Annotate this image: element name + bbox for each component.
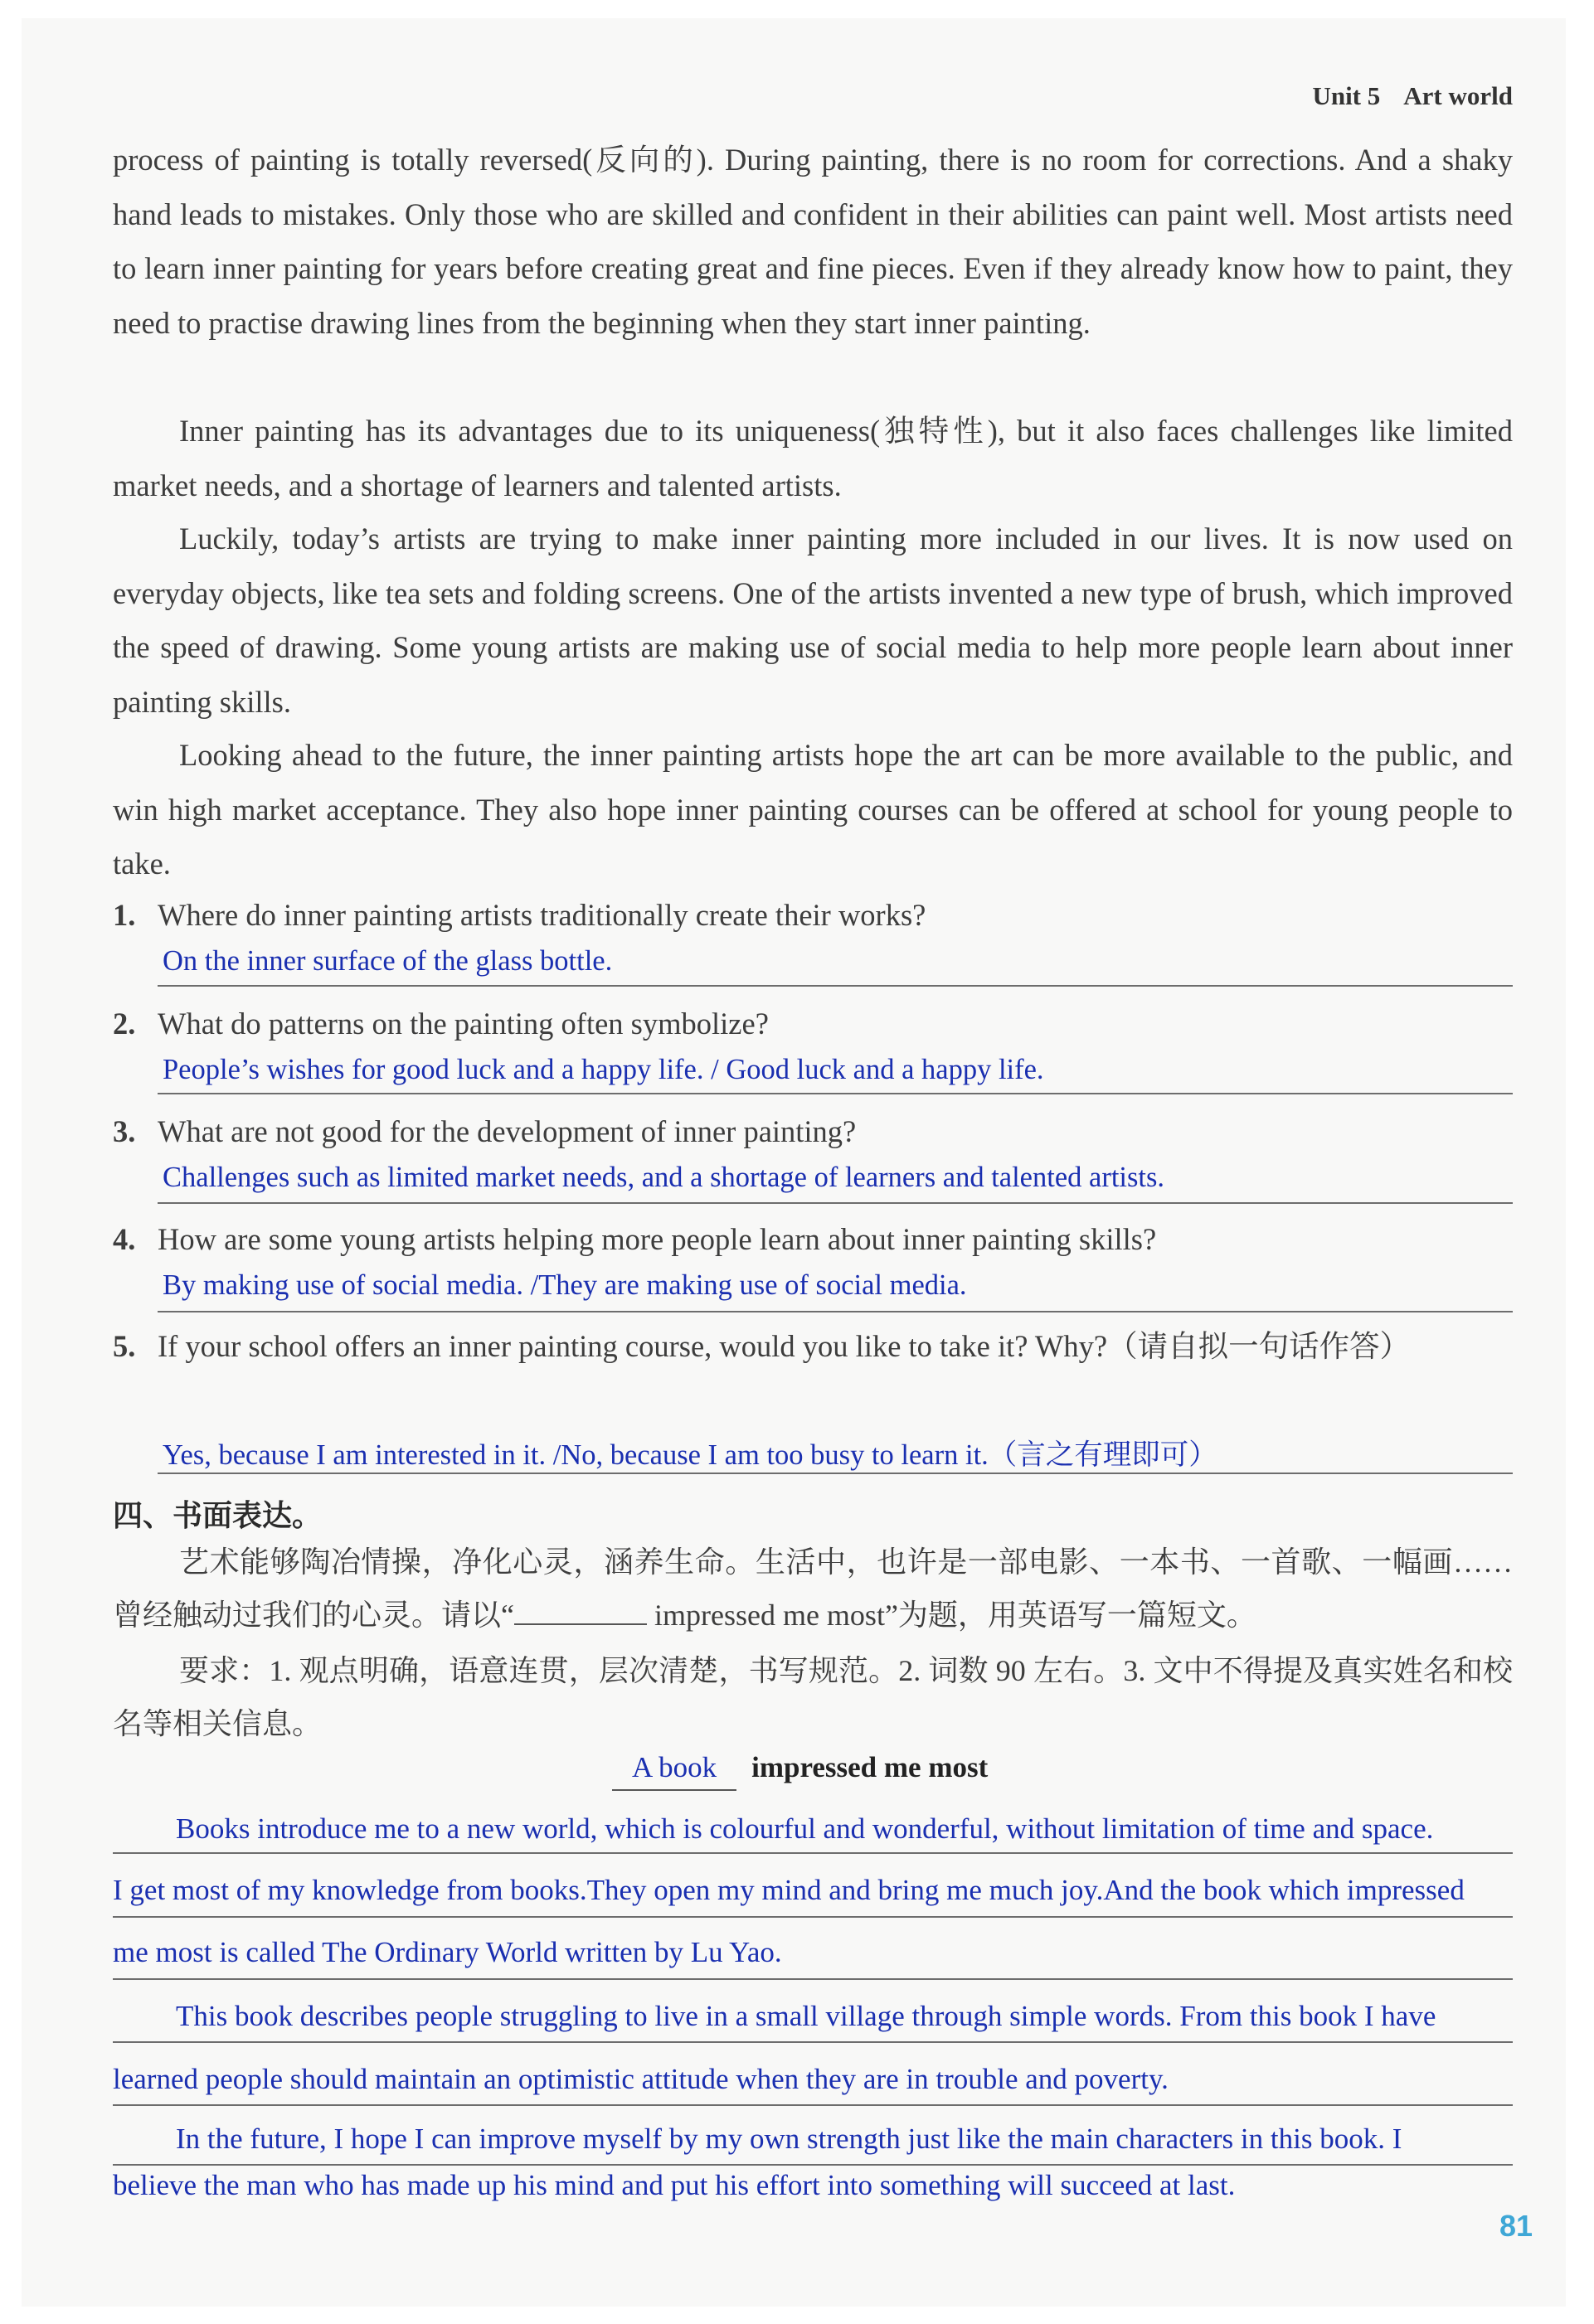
passage-paragraph-3: Luckily, today’s artists are trying to make inner painting more included in our lives. It is now used on everyday objects, like tea sets and folding screens. One of the artists invented a new type of brush, which improved the speed of drawing. Some young artists are making use of social media to help more people learn about inner painting skills.	[113, 522, 1513, 719]
writing-line	[113, 1852, 1513, 1854]
essay-title-blank: A book	[612, 1751, 736, 1791]
answer-5: Yes, because I am interested in it. /No, because I am too busy to learn it.（言之有理即可）	[163, 1439, 1217, 1471]
prompt-text: 艺术能够陶冶情操，净化心灵，涵养生命。生活中，也许是一部电影、一本书、一首歌、一幅画……曾经触动过我们的心灵。请以“	[113, 1545, 1513, 1632]
prompt-blank	[514, 1599, 647, 1625]
unit-label: Unit 5	[1312, 81, 1381, 110]
answer-4: By making use of social media. /They are making use of social media.	[163, 1269, 967, 1301]
essay-line-4: This book describes people struggling to live in a small village through simple words. From this book I have	[176, 2000, 1436, 2032]
essay-title	[612, 1751, 988, 1791]
writing-prompt	[113, 1536, 1513, 1642]
prompt-text-end: impressed me most”为题，用英语写一篇短文。	[646, 1599, 1256, 1632]
answer-line	[158, 985, 1513, 987]
essay-line-7: believe the man who has made up his mind and put his effort into something will succeed at last.	[113, 2169, 1236, 2201]
question-number: 2.	[113, 1007, 136, 1041]
essay-title-text: impressed me most	[751, 1751, 989, 1783]
answer-2: People’s wishes for good luck and a happy life. / Good luck and a happy life.	[163, 1054, 1044, 1085]
passage-paragraph-2: Inner painting has its advantages due to its uniqueness(独特性), but it also faces challenges like limited market needs, and a shortage of learners and talented artists.	[113, 414, 1513, 502]
writing-line	[113, 1916, 1513, 1918]
essay-line-2: I get most of my knowledge from books.They open my mind and bring me much joy.And the book which impressed	[113, 1874, 1465, 1906]
question-text: What do patterns on the painting often symbolize?	[158, 1007, 769, 1041]
question-text: How are some young artists helping more people learn about inner painting skills?	[158, 1222, 1157, 1256]
answer-line	[158, 1473, 1513, 1474]
question-4	[113, 1213, 1513, 1266]
passage-paragraph-1: process of painting is totally reversed(反向的). During painting, there is no room for corrections. And a shaky hand leads to mistakes. Only those who are skilled and confident in their abilities can paint well. Most artists need to learn inner painting for years before creating great and fine pieces. Even if they already know how to paint, they need to practise drawing lines from the beginning when they start inner painting.	[113, 143, 1513, 340]
page-number: 81	[1499, 2209, 1533, 2243]
writing-line	[113, 2041, 1513, 2043]
question-text: Where do inner painting artists traditionally create their works?	[158, 898, 926, 932]
writing-line	[113, 2164, 1513, 2166]
passage-paragraph-4: Looking ahead to the future, the inner painting artists hope the art can be more available to the public, and win high market acceptance. They also hope inner painting courses can be offered at school for young people to take.	[113, 738, 1513, 881]
writing-line	[113, 1978, 1513, 1980]
question-1	[113, 889, 1513, 942]
unit-title: Art world	[1403, 81, 1513, 110]
essay-line-3: me most is called The Ordinary World written by Lu Yao.	[113, 1936, 782, 1968]
answer-1: On the inner surface of the glass bottle.	[163, 945, 613, 977]
question-number: 1.	[113, 898, 136, 932]
answer-3: Challenges such as limited market needs, and a shortage of learners and talented artists.	[163, 1162, 1165, 1193]
answer-line	[158, 1093, 1513, 1094]
question-5	[113, 1320, 1513, 1373]
writing-requirements: 要求：1. 观点明确，语意连贯，层次清楚，书写规范。2. 词数 90 左右。3. 文中不得提及真实姓名和校名等相关信息。	[113, 1654, 1513, 1740]
answer-line	[158, 1202, 1513, 1204]
essay-line-1: Books introduce me to a new world, which is colourful and wonderful, without limitation of time and space.	[176, 1812, 1434, 1845]
question-text: If your school offers an inner painting course, would you like to take it? Why?（请自拟一句话作答）	[158, 1329, 1411, 1363]
running-header	[1312, 81, 1513, 111]
question-text: What are not good for the development of inner painting?	[158, 1114, 857, 1148]
question-3	[113, 1105, 1513, 1158]
writing-line	[113, 2104, 1513, 2106]
question-number: 5.	[113, 1329, 136, 1363]
essay-line-5: learned people should maintain an optimistic attitude when they are in trouble and poverty.	[113, 2063, 1169, 2095]
answer-line	[158, 1311, 1513, 1312]
section-title: 四、书面表达。	[113, 1499, 323, 1532]
essay-line-6: In the future, I hope I can improve myself by my own strength just like the main characters in this book. I	[176, 2123, 1402, 2155]
question-2	[113, 997, 1513, 1050]
question-number: 4.	[113, 1222, 136, 1256]
question-number: 3.	[113, 1114, 136, 1148]
